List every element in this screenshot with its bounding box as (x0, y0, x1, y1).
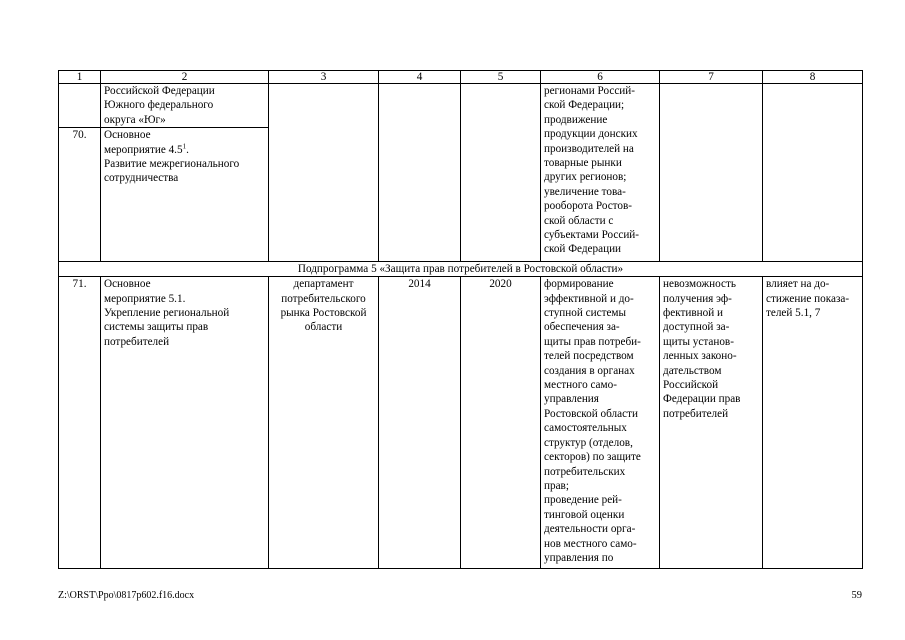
executor-cell (269, 84, 379, 262)
measure-name-part: Основное мероприятие 4.5 (104, 129, 183, 156)
header-cell-5: 5 (461, 71, 541, 84)
measure-name-cell: Российской Федерации Южного федерального округа «Юг» (101, 84, 269, 128)
row-number-cell (59, 84, 101, 128)
subprogram-row (59, 262, 863, 277)
start-year-cell: 2014 (379, 277, 461, 569)
header-cell-3: 3 (269, 71, 379, 84)
expected-result-cell: формирование эффективной и до- ступной системы обеспечения за- щиты прав потреби- телей посредством создания в органах местного само- управления Ростовской области самостоятельных структур (отделов, секторов) по защите потребительских прав; проведение рей- тинговой оценки деятельности орга- нов местного само- управления по (541, 277, 660, 569)
end-year-cell: 2020 (461, 277, 541, 569)
measure-name-part: . Развитие межрегионального сотрудничества (104, 143, 240, 185)
table-row-continued (59, 84, 863, 128)
header-cell-2: 2 (101, 71, 269, 84)
executor-cell: департамент потребительского рынка Ростовской области (269, 277, 379, 569)
header-cell-8: 8 (763, 71, 863, 84)
header-cell-6: 6 (541, 71, 660, 84)
end-year-cell (461, 84, 541, 262)
subprogram-title: Подпрограмма 5 «Защита прав потребителей в Ростовской области» (59, 262, 863, 277)
header-cell-4: 4 (379, 71, 461, 84)
footnote-mark: 1 (182, 141, 187, 150)
table-row-71 (59, 277, 863, 569)
row-number-cell: 71. (59, 277, 101, 569)
expected-result-cell: регионами Россий- ской Федерации; продвижение продукции донских производителей на товарные рынки других регионов; увеличение това- рооборота Ростов- ской области с субъектами Россий- ской Федерации (541, 84, 660, 262)
file-path: Z:\ORST\Ppo\0817p602.f16.docx (58, 590, 195, 601)
start-year-cell (379, 84, 461, 262)
page-number: 59 (851, 590, 862, 601)
indicator-link-cell (763, 84, 863, 262)
consequences-cell (660, 84, 763, 262)
program-table (58, 70, 863, 569)
measure-name-cell: Основное мероприятие 5.1. Укрепление региональной системы защиты прав потребителей (101, 277, 269, 569)
indicator-link-cell: влияет на до- стижение показа- телей 5.1, 7 (763, 277, 863, 569)
consequences-cell: невозможность получения эф- фективной и доступной за- щиты установ- ленных законо- дательством Российской Федерации прав потребителей (660, 277, 763, 569)
header-cell-7: 7 (660, 71, 763, 84)
header-cell-1: 1 (59, 71, 101, 84)
row-number-cell: 70. (59, 128, 101, 262)
measure-name-cell (101, 128, 269, 262)
header-row (59, 71, 863, 84)
